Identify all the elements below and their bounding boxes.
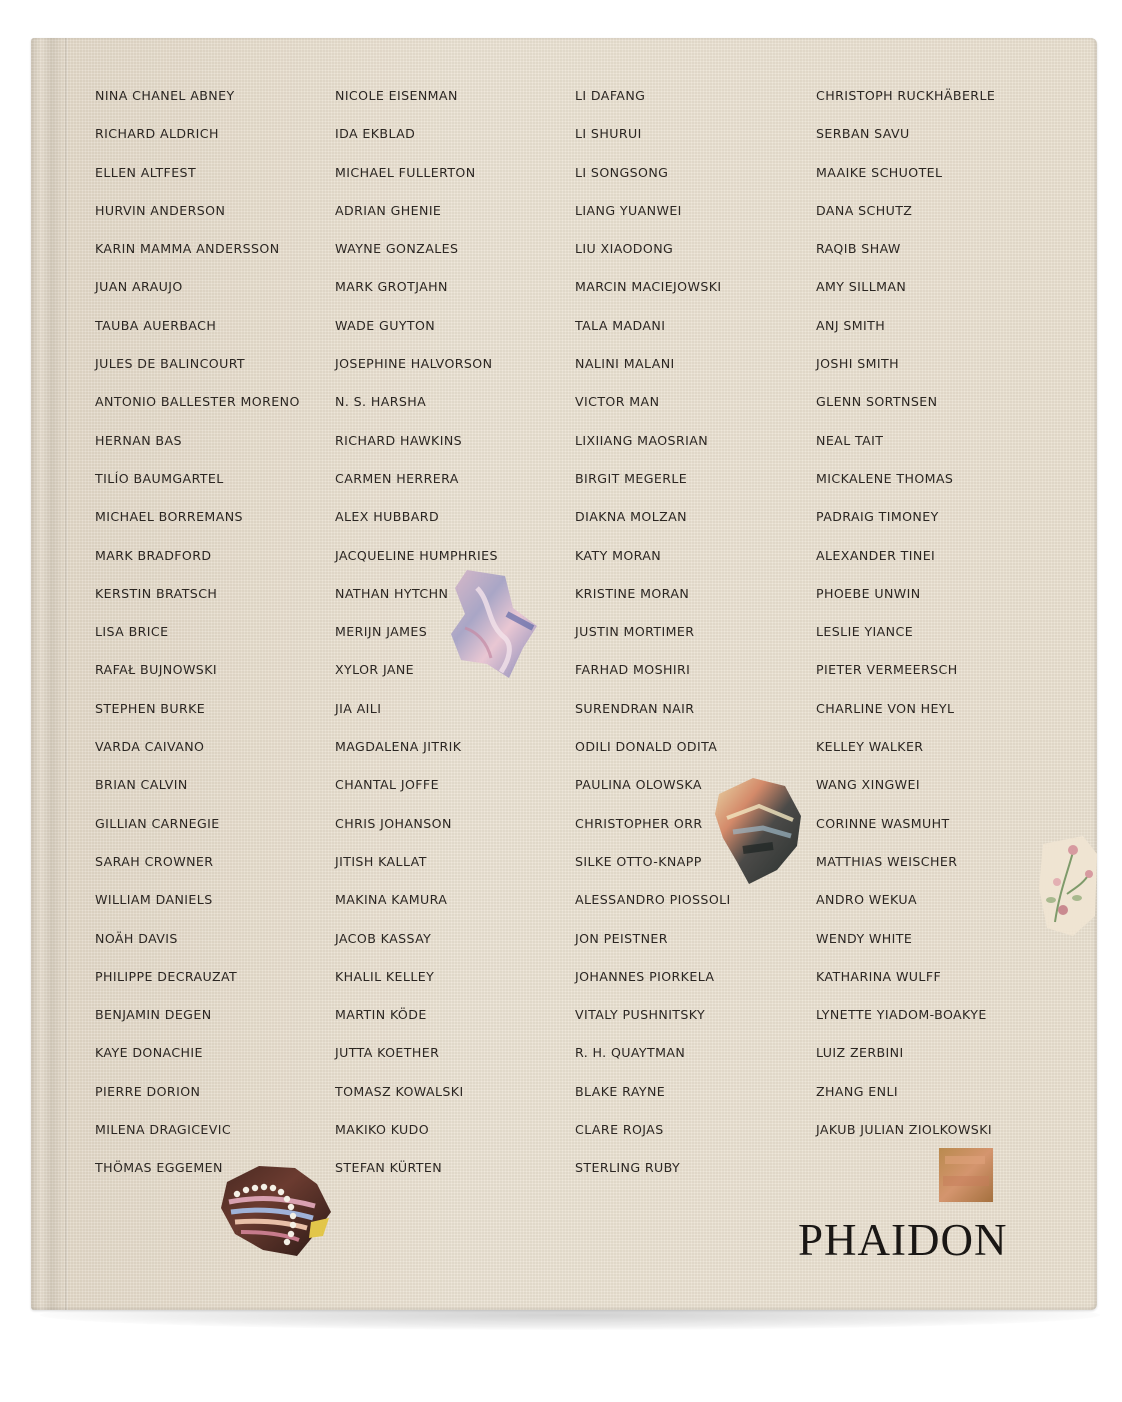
artist-name: MAAIKE SCHUOTEL	[816, 164, 943, 180]
artist-name: AMY SILLMAN	[816, 279, 907, 295]
artist-name: PHILIPPE DECRAUZAT	[95, 968, 238, 984]
artist-name: RAFAŁ BUJNOWSKI	[95, 662, 217, 678]
artist-name: FARHAD MOSHIRI	[575, 662, 691, 678]
artist-name: CHRIS JOHANSON	[335, 815, 452, 831]
artist-name: KATHARINA WULFF	[816, 968, 942, 984]
artist-name: VICTOR MAN	[575, 394, 660, 410]
artist-name: LYNETTE YIADOM-BOAKYE	[816, 1007, 987, 1023]
artist-name: PHOEBE UNWIN	[816, 585, 921, 601]
artist-name: MARK GROTJAHN	[335, 279, 448, 295]
artist-name: CHRISTOPHER ORR	[575, 815, 703, 831]
painting-fragment-landscape	[713, 776, 803, 886]
spine-hinge	[31, 38, 65, 1310]
artist-name: MICKALENE THOMAS	[816, 470, 954, 486]
artist-name: JOHANNES PIORKELA	[575, 968, 715, 984]
artist-name: RICHARD HAWKINS	[335, 432, 463, 448]
artist-name: JUSTIN MORTIMER	[575, 624, 695, 640]
artist-name: ODILI DONALD ODITA	[575, 739, 718, 755]
artist-name: STEPHEN BURKE	[95, 700, 206, 716]
artist-name: HURVIN ANDERSON	[95, 202, 226, 218]
artist-name: BIRGIT MEGERLE	[575, 470, 688, 486]
artist-name: JIA AILI	[335, 700, 382, 716]
artist-name: STERLING RUBY	[575, 1160, 681, 1176]
artist-name: MARCIN MACIEJOWSKI	[575, 279, 722, 295]
artist-name: RICHARD ALDRICH	[95, 126, 219, 142]
artist-name: NEAL TAIT	[816, 432, 884, 448]
artist-name: LI SHURUI	[575, 126, 642, 142]
publisher-logo: PHAIDON	[798, 1215, 1008, 1265]
painting-fragment-striped	[219, 1162, 333, 1258]
artist-name: JUAN ARAUJO	[95, 279, 183, 295]
artist-name: IDA EKBLAD	[335, 126, 416, 142]
artist-name: THÖMAS EGGEMEN	[95, 1160, 223, 1176]
artist-name: SILKE OTTO-KNAPP	[575, 853, 702, 869]
artist-name: JOSHI SMITH	[816, 356, 899, 372]
artist-name: LISA BRICE	[95, 624, 169, 640]
artist-name: WILLIAM DANIELS	[95, 892, 213, 908]
artist-name: MICHAEL FULLERTON	[335, 164, 476, 180]
book-cover	[31, 38, 1097, 1310]
artist-name: JULES DE BALINCOURT	[95, 356, 246, 372]
artist-name: JITISH KALLAT	[335, 853, 427, 869]
artist-name: NATHAN HYTCHN	[335, 585, 449, 601]
artist-name: JACOB KASSAY	[335, 930, 432, 946]
artist-name: GILLIAN CARNEGIE	[95, 815, 220, 831]
spine-groove	[65, 38, 68, 1310]
artist-name: MATTHIAS WEISCHER	[816, 853, 958, 869]
artist-name: KAYE DONACHIE	[95, 1045, 203, 1061]
artist-name: JUTTA KOETHER	[335, 1045, 440, 1061]
artist-name: ANDRO WEKUA	[816, 892, 917, 908]
artist-name: SARAH CROWNER	[95, 853, 214, 869]
artist-name: LIXIIANG MAOSRIAN	[575, 432, 709, 448]
artist-name: ANTONIO BALLESTER MORENO	[95, 394, 300, 410]
artist-name: LUIZ ZERBINI	[816, 1045, 904, 1061]
artist-name: CHARLINE VON HEYL	[816, 700, 955, 716]
artist-name: CHANTAL JOFFE	[335, 777, 439, 793]
artist-name: R. H. QUAYTMAN	[575, 1045, 686, 1061]
artist-name: JAKUB JULIAN ZIOLKOWSKI	[816, 1122, 992, 1138]
artist-name: WADE GUYTON	[335, 317, 436, 333]
artist-column-1	[95, 86, 300, 1197]
artist-name: TOMASZ KOWALSKI	[335, 1083, 464, 1099]
artist-name: LI DAFANG	[575, 88, 646, 103]
artist-name: PIETER VERMEERSCH	[816, 662, 958, 678]
artist-name: BLAKE RAYNE	[575, 1083, 666, 1099]
artist-name: MERIJN JAMES	[335, 624, 428, 640]
artist-name: VARDA CAIVANO	[95, 739, 205, 755]
artist-name: NOÄH DAVIS	[95, 930, 178, 946]
artist-name: KRISTINE MORAN	[575, 585, 690, 601]
artist-name: PIERRE DORION	[95, 1083, 201, 1099]
artist-name: DIAKNA MOLZAN	[575, 509, 687, 525]
artist-name: JON PEISTNER	[575, 930, 668, 946]
artist-name: KERSTIN BRATSCH	[95, 585, 218, 601]
artist-name: N. S. HARSHA	[335, 394, 427, 410]
artist-name: MILENA DRAGICEVIC	[95, 1122, 232, 1138]
artist-name: LESLIE YIANCE	[816, 624, 914, 640]
artist-name: NALINI MALANI	[575, 356, 675, 372]
artist-name: BENJAMIN DEGEN	[95, 1007, 212, 1023]
artist-name: ANJ SMITH	[816, 317, 886, 333]
artist-name: NICOLE EISENMAN	[335, 88, 458, 103]
artist-name: SURENDRAN NAIR	[575, 700, 695, 716]
artist-column-3	[575, 86, 731, 1197]
artist-name: STEFAN KÜRTEN	[335, 1160, 443, 1176]
artist-name: CORINNE WASMUHT	[816, 815, 950, 831]
artist-name: ALEX HUBBARD	[335, 509, 440, 525]
artist-name: ALEXANDER TINEI	[816, 547, 936, 563]
artist-name: MICHAEL BORREMANS	[95, 509, 243, 525]
artist-name: TALA MADANI	[575, 317, 666, 333]
artist-name: KATY MORAN	[575, 547, 662, 563]
artist-name: PAULINA OLOWSKA	[575, 777, 702, 793]
artist-name: TILÍO BAUMGARTEL	[95, 470, 224, 486]
artist-name: JACQUELINE HUMPHRIES	[335, 547, 498, 563]
artist-name: HERNAN BAS	[95, 432, 182, 448]
artist-name: PADRAIG TIMONEY	[816, 509, 939, 525]
artist-name: MAGDALENA JITRIK	[335, 739, 462, 755]
artist-name: GLENN SORTNSEN	[816, 394, 938, 410]
artist-name: ADRIAN GHENIE	[335, 202, 442, 218]
artist-name: MARTIN KÖDE	[335, 1007, 427, 1023]
artist-name: WANG XINGWEI	[816, 777, 921, 793]
artist-name: MAKINA KAMURA	[335, 892, 448, 908]
artist-name: VITALY PUSHNITSKY	[575, 1007, 706, 1023]
artist-name: NINA CHANEL ABNEY	[95, 88, 235, 103]
artist-name: XYLOR JANE	[335, 662, 415, 678]
artist-name: LIU XIAODONG	[575, 241, 674, 257]
artist-name: DANA SCHUTZ	[816, 202, 913, 218]
artist-name: KELLEY WALKER	[816, 739, 924, 755]
artist-name: KHALIL KELLEY	[335, 968, 435, 984]
artist-name: MARK BRADFORD	[95, 547, 212, 563]
artist-name: LIANG YUANWEI	[575, 202, 682, 218]
artist-name: ZHANG ENLI	[816, 1083, 899, 1099]
artist-name: CHRISTOPH RUCKHÄBERLE	[816, 88, 996, 103]
artist-name: SERBAN SAVU	[816, 126, 910, 142]
artist-name: TAUBA AUERBACH	[95, 317, 217, 333]
painting-fragment-floral	[1037, 834, 1097, 938]
artist-name: RAQIB SHAW	[816, 241, 901, 257]
artist-name: WENDY WHITE	[816, 930, 913, 946]
artist-name: WAYNE GONZALES	[335, 241, 459, 257]
artist-name: CARMEN HERRERA	[335, 470, 459, 486]
artist-name: ELLEN ALTFEST	[95, 164, 197, 180]
artist-name: LI SONGSONG	[575, 164, 669, 180]
painting-fragment-pink-blue	[447, 568, 547, 680]
artist-name: BRIAN CALVIN	[95, 777, 188, 793]
artist-name: MAKIKO KUDO	[335, 1122, 430, 1138]
artist-name: CLARE ROJAS	[575, 1122, 664, 1138]
artist-column-4	[816, 86, 995, 1158]
artist-name: JOSEPHINE HALVORSON	[335, 356, 493, 372]
artist-name: ALESSANDRO PIOSSOLI	[575, 892, 731, 908]
artist-name: KARIN MAMMA ANDERSSON	[95, 241, 280, 257]
painting-fragment-square	[937, 1146, 995, 1204]
